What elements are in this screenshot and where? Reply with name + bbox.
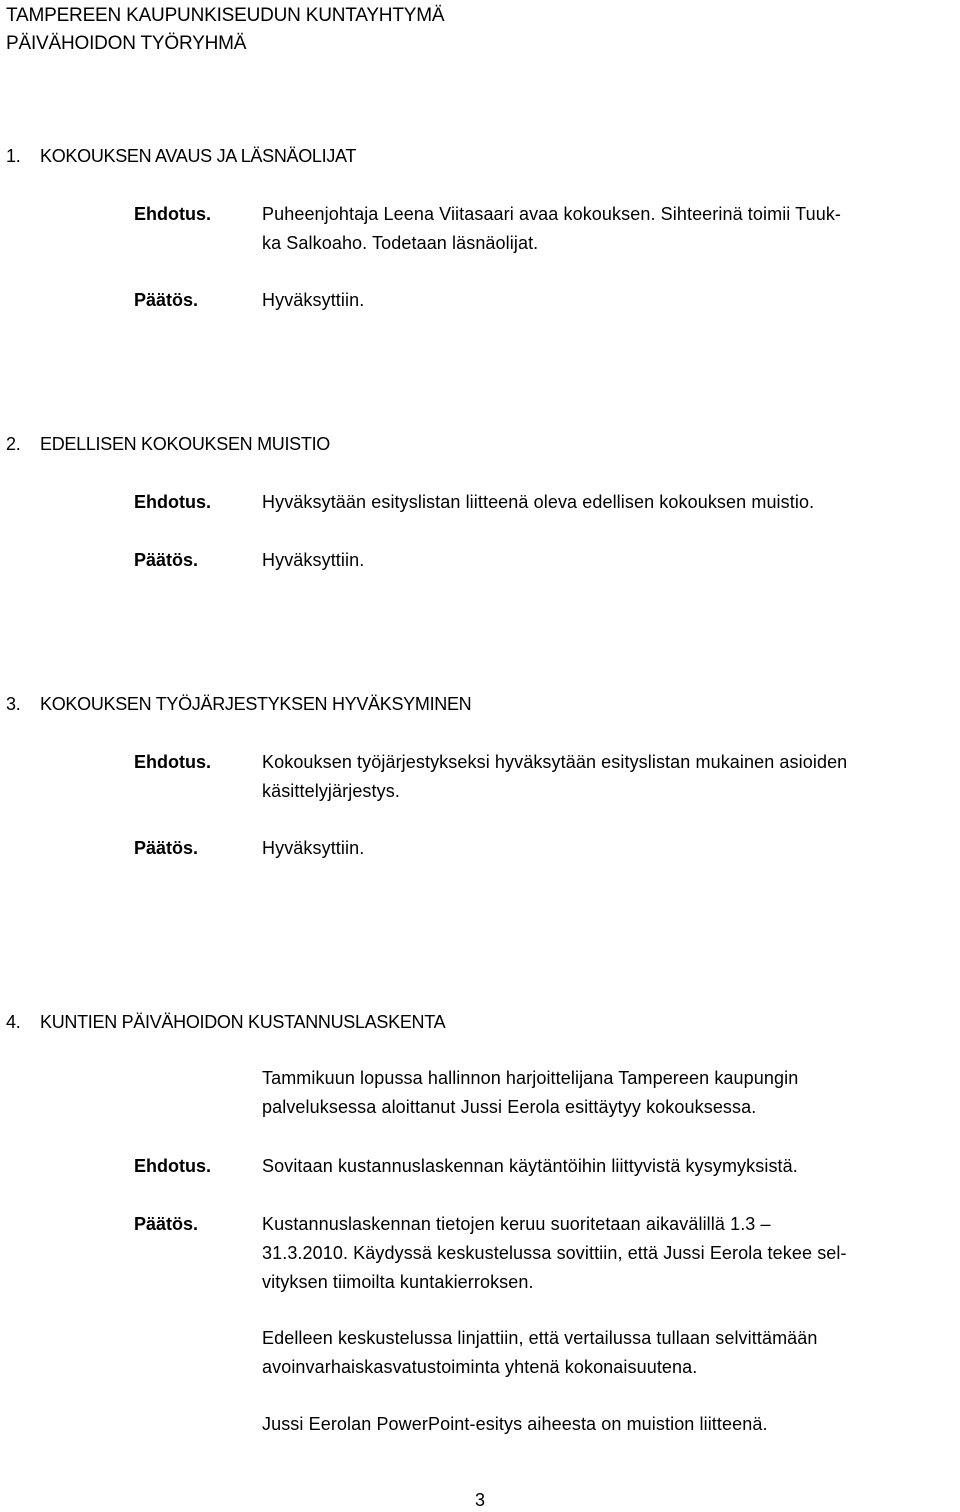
text-line: käsittelyjärjestys. (262, 781, 400, 801)
section-title: EDELLISEN KOKOUKSEN MUISTIO (40, 434, 330, 454)
text-line: Kokouksen työjärjestykseksi hyväksytään esityslistan mukainen asioiden (262, 752, 848, 772)
document-header (6, 2, 444, 58)
text-line: palveluksessa aloittanut Jussi Eerola esittäytyy kokouksessa. (262, 1097, 757, 1117)
section-2-ehdotus-text (262, 488, 952, 517)
section-1-paatos-text (262, 286, 952, 315)
paatos-label: Päätös. (134, 550, 199, 570)
text-line: Kustannuslaskennan tietojen keruu suoritetaan aikavälillä 1.3 – (262, 1214, 771, 1234)
section-number: 1. (6, 146, 21, 166)
working-group-name: PÄIVÄHOIDON TYÖRYHMÄ (6, 33, 247, 54)
section-4-paragraph-2 (262, 1324, 952, 1382)
section-title: KOKOUKSEN AVAUS JA LÄSNÄOLIJAT (40, 146, 357, 166)
section-4-heading (6, 1012, 445, 1033)
section-3-paatos-text (262, 834, 952, 863)
section-3-ehdotus-text (262, 748, 952, 806)
section-2-heading (6, 434, 330, 455)
text-line: Hyväksyttiin. (262, 290, 365, 310)
section-4-paatos-text (262, 1210, 952, 1297)
ehdotus-label: Ehdotus. (134, 492, 211, 512)
ehdotus-label: Ehdotus. (134, 752, 211, 772)
section-4-intro-text (262, 1064, 952, 1122)
section-title: KOKOUKSEN TYÖJÄRJESTYKSEN HYVÄKSYMINEN (40, 694, 472, 714)
text-line: Hyväksyttiin. (262, 550, 365, 570)
section-number: 4. (6, 1012, 21, 1032)
text-line: Tammikuun lopussa hallinnon harjoittelijana Tampereen kaupungin (262, 1068, 799, 1088)
ehdotus-label: Ehdotus. (134, 1156, 211, 1176)
text-line: avoinvarhaiskasvatustoiminta yhtenä kokonaisuutena. (262, 1357, 698, 1377)
section-1-heading (6, 146, 356, 167)
page-number: 3 (474, 1490, 485, 1510)
section-1-ehdotus-text (262, 200, 952, 258)
text-line: Puheenjohtaja Leena Viitasaari avaa kokouksen. Sihteerinä toimii Tuuk- (262, 204, 842, 224)
text-line: Sovitaan kustannuslaskennan käytäntöihin liittyvistä kysymyksistä. (262, 1156, 798, 1176)
organization-name: TAMPEREEN KAUPUNKISEUDUN KUNTAYHTYMÄ (6, 5, 445, 26)
text-line: Hyväksyttiin. (262, 838, 365, 858)
text-line: Edelleen keskustelussa linjattiin, että vertailussa tullaan selvittämään (262, 1328, 818, 1348)
section-title: KUNTIEN PÄIVÄHOIDON KUSTANNUSLASKENTA (40, 1012, 446, 1032)
text-line: Jussi Eerolan PowerPoint-esitys aiheesta on muistion liitteenä. (262, 1414, 768, 1434)
text-line: Hyväksytään esityslistan liitteenä oleva edellisen kokouksen muistio. (262, 492, 815, 512)
section-4-ehdotus-text (262, 1152, 952, 1181)
section-number: 3. (6, 694, 21, 714)
text-line: 31.3.2010. Käydyssä keskustelussa sovittiin, että Jussi Eerola tekee sel- (262, 1243, 847, 1263)
paatos-label: Päätös. (134, 1214, 199, 1234)
text-line: ka Salkoaho. Todetaan läsnäolijat. (262, 233, 539, 253)
paatos-label: Päätös. (134, 290, 199, 310)
section-3-heading (6, 694, 471, 715)
section-number: 2. (6, 434, 21, 454)
section-4-paragraph-3 (262, 1410, 952, 1439)
ehdotus-label: Ehdotus. (134, 204, 211, 224)
paatos-label: Päätös. (134, 838, 199, 858)
section-2-paatos-text (262, 546, 952, 575)
text-line: vityksen tiimoilta kuntakierroksen. (262, 1272, 534, 1292)
